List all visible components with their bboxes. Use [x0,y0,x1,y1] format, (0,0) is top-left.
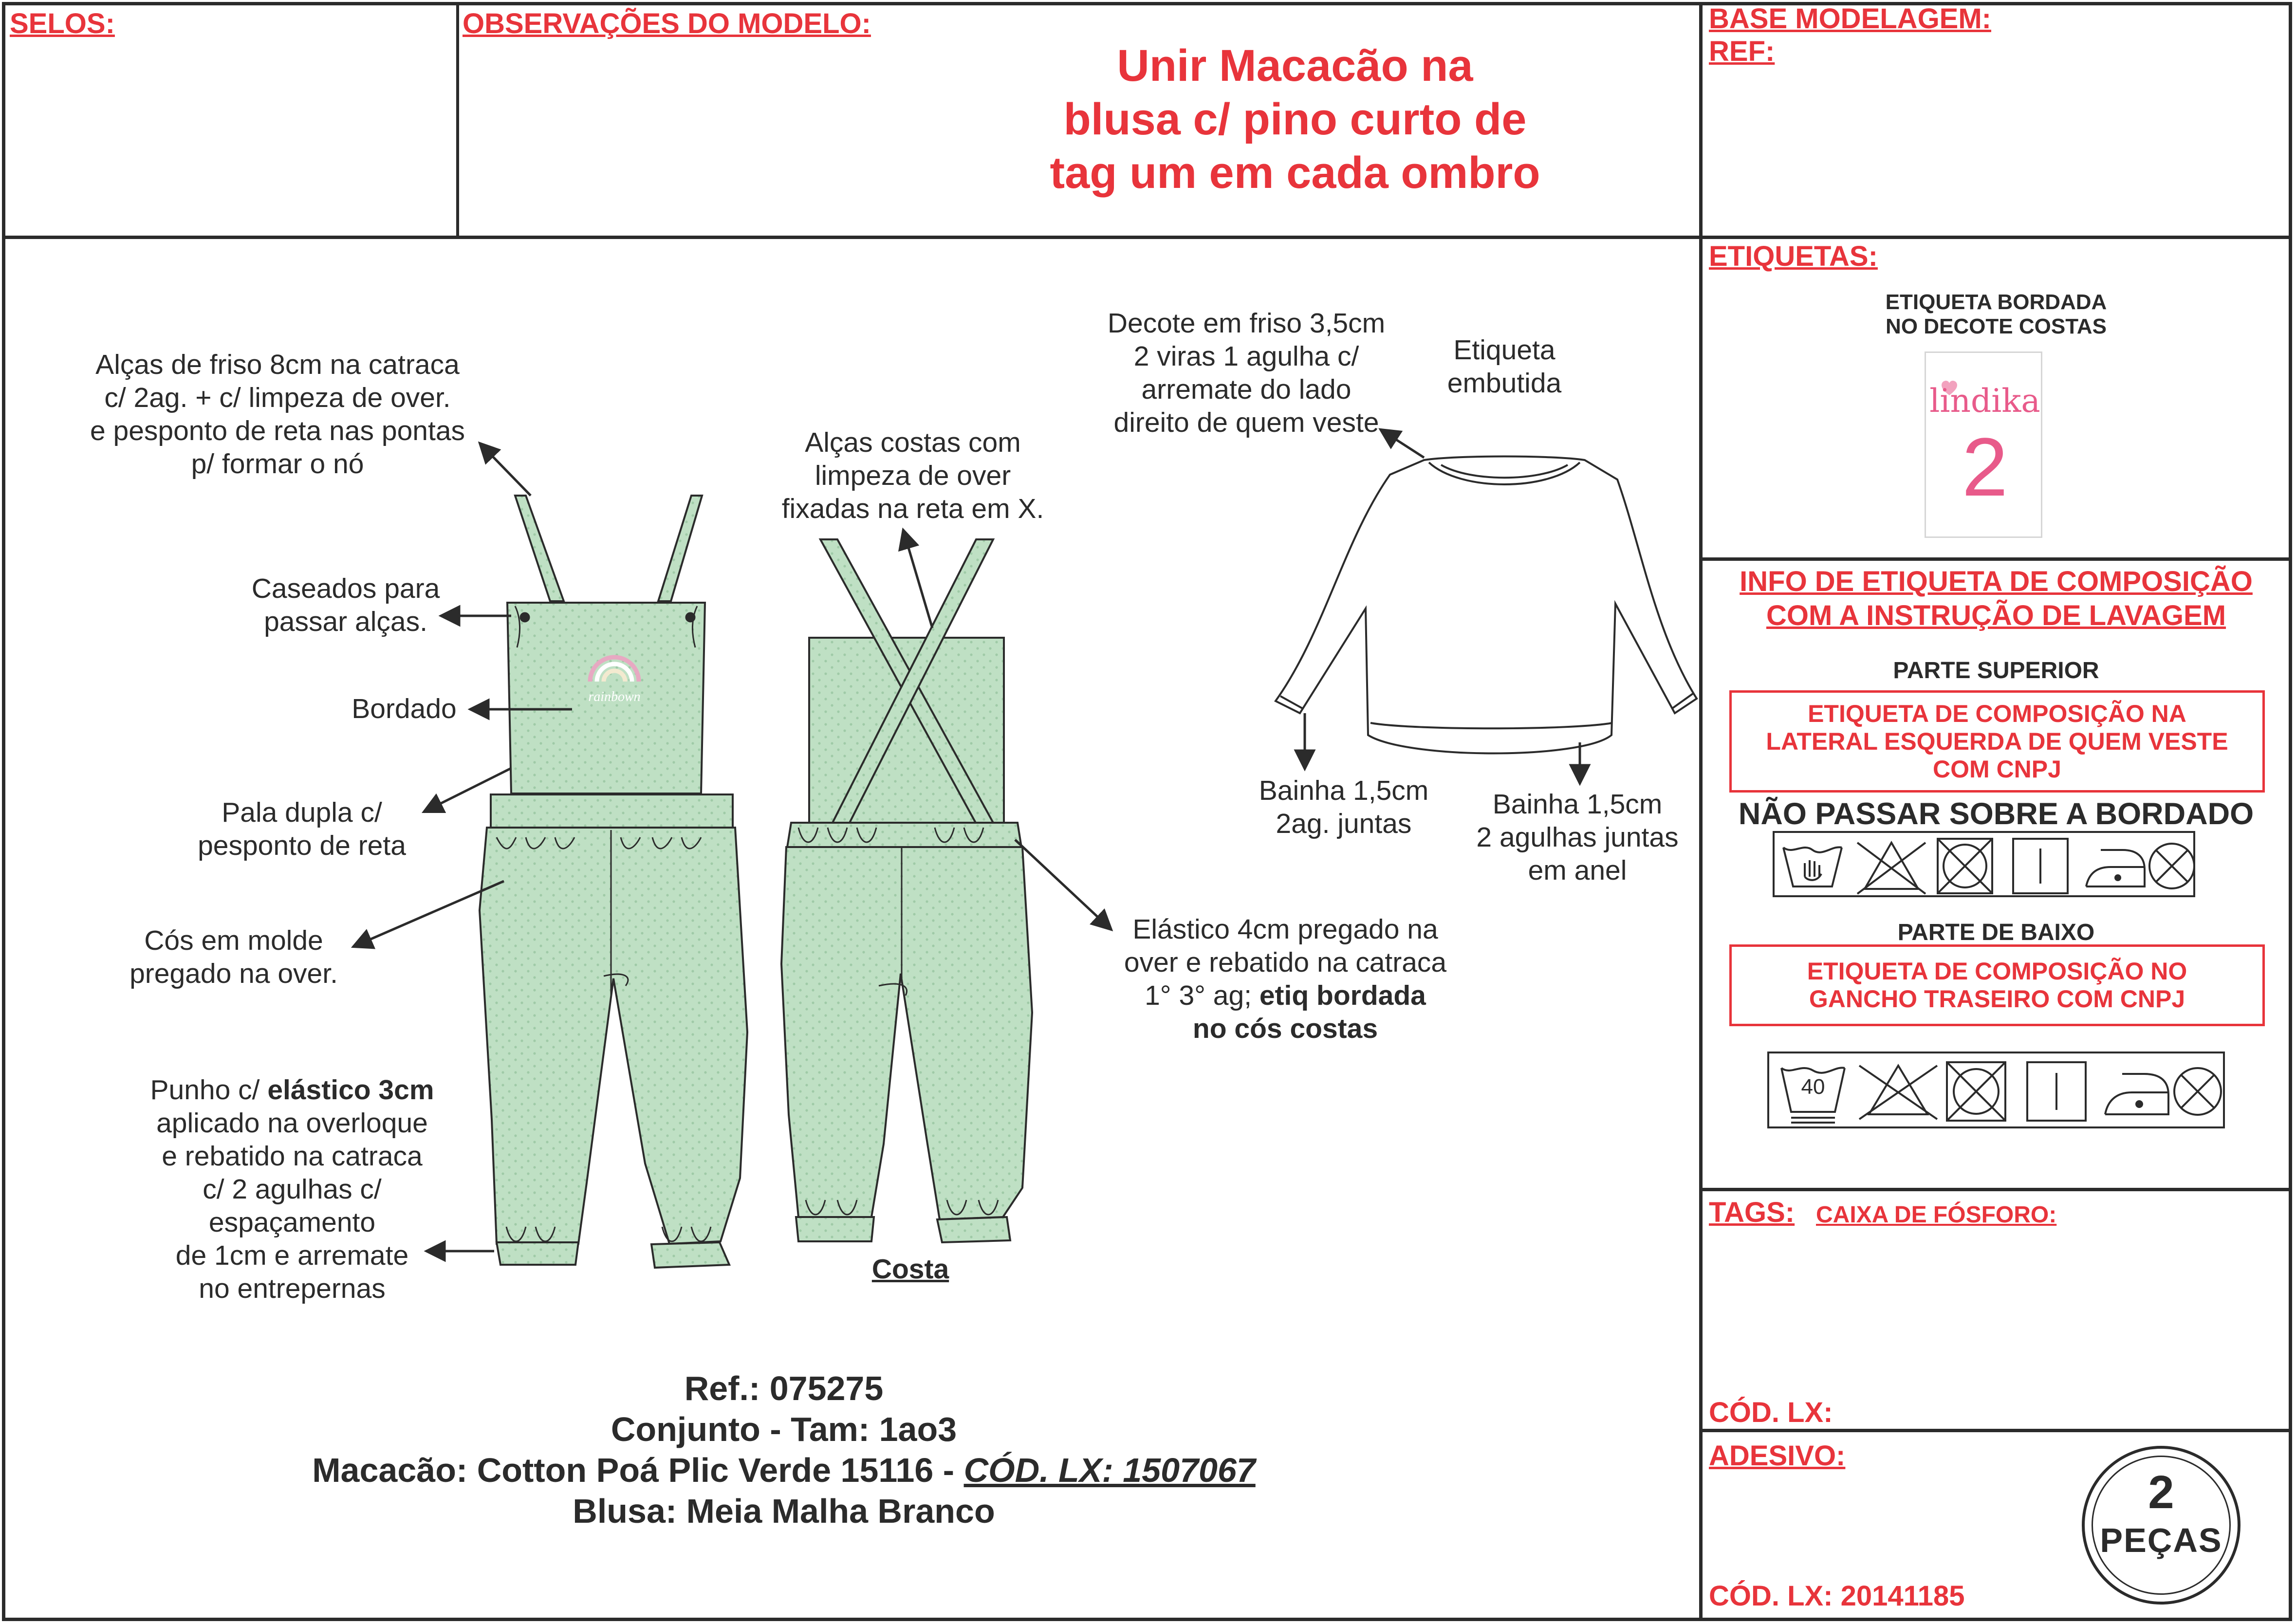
macacao-text: Macacão: Cotton Poá Plic Verde 15116 - [312,1451,964,1489]
tags-label: TAGS: [1709,1197,1795,1228]
blusa [1276,457,1697,754]
desc-line: ETIQUETA BORDADA [1885,290,2107,314]
pecas-badge [2082,1446,2240,1605]
parte-superior-label: PARTE SUPERIOR [1893,658,2099,683]
brand-name: lindika [1929,382,2040,420]
ann-line: Caseados para [251,573,440,604]
annotation-alcas-frente [68,348,487,480]
ann-bold: etiq bordada [1259,980,1426,1011]
ann-line: direito de quem veste [1113,407,1379,438]
annotation-elastico [1091,913,1480,1045]
tags-cod-label: CÓD. LX: [1709,1397,1833,1428]
ann-line: c/ 2ag. + c/ limpeza de over. [104,382,451,413]
ann-line: no entrepernas [199,1273,386,1304]
ann-line: 2ag. juntas [1276,808,1412,839]
box-line: ETIQUETA DE COMPOSIÇÃO NO [1807,958,2187,985]
annotation-etiqueta-embutida [1422,333,1587,400]
ann-line: pregado na over. [130,958,338,989]
annotation-cos [112,924,355,990]
etiquetas-label: ETIQUETAS: [1709,240,1878,272]
ann-line: Decote em friso 3,5cm [1107,308,1386,339]
back-cuff-right [937,1217,1010,1242]
ann-line [1091,1012,1480,1045]
nao-passar-warning: NÃO PASSAR SOBRE A BORDADO [1738,797,2254,831]
note-line: Unir Macacão na [1117,41,1473,91]
box-line: ETIQUETA DE COMPOSIÇÃO NA [1808,700,2186,727]
hand-wash-icon [1783,847,1842,886]
ann-line: e rebatido na catraca [162,1141,423,1172]
care-symbols-superior [1773,831,2195,897]
annotation-decote [1091,307,1402,439]
front-strap-right [658,496,702,601]
no-bleach-icon [1859,1066,1937,1119]
composicao-divider [1699,1188,2292,1191]
superior-note-box [1729,690,2265,793]
badge-number: 2 [2148,1466,2174,1518]
box-line: LATERAL ESQUERDA DE QUEM VESTE [1766,727,2228,755]
ref-label: REF: [1709,36,1775,67]
ann-line: Pala dupla c/ [222,797,382,828]
parte-baixo-label: PARTE DE BAIXO [1897,920,2095,945]
ann-line: em anel [1528,855,1627,886]
sidebar-divider [1699,2,1703,1621]
ann-line: Cós em molde [144,925,323,956]
product-info [195,1368,1373,1532]
wash-temperature: 40 [1801,1075,1825,1099]
box-line: GANCHO TRASEIRO COM CNPJ [1809,985,2185,1013]
front-strap-left [515,496,564,601]
note-line: tag um em cada ombro [1050,148,1540,198]
adesivo-label: ADESIVO: [1709,1440,1846,1472]
ann-line: fixadas na reta em X. [781,493,1044,524]
back-pants [781,847,1032,1219]
front-cuff-left [497,1242,578,1265]
ann-text: 1° 3° ag; [1145,980,1259,1011]
caixa-fosforo-label: CAIXA DE FÓSFORO: [1816,1202,2057,1228]
annotation-punho [122,1073,463,1305]
annotation-bainha-manga [1232,774,1456,840]
ann-line: embutida [1447,368,1562,399]
box-line: COM CNPJ [1933,755,2061,783]
annotation-bainha-corpo [1456,788,1699,887]
adesivo-cod: CÓD. LX: 20141185 [1709,1580,1965,1612]
no-dry-clean-icon [2149,844,2194,888]
selos-label: SELOS: [10,8,115,39]
ann-line [1091,979,1480,1012]
ann-line: Alças de friso 8cm na catraca [95,349,460,380]
care-icons [1775,833,2197,899]
badge-text: PEÇAS [2100,1521,2222,1559]
care-symbols-baixo [1767,1052,2225,1128]
drip-dry-icon [2013,839,2068,893]
macacao-code: CÓD. LX: 1507067 [963,1451,1256,1489]
product-ref: Ref.: 075275 [684,1369,884,1407]
etiqueta-desc [1840,290,2152,339]
product-conjunto: Conjunto - Tam: 1ao3 [611,1410,957,1448]
rainbow-text: rainbown [588,689,641,704]
iron-low-icon [2105,1074,2168,1114]
ann-line: aplicado na overloque [156,1107,428,1139]
tags-divider [1699,1429,2292,1432]
etiquetas-divider [1699,557,2292,561]
no-tumble-dry-icon [1947,1062,2005,1121]
ann-line [122,1073,463,1107]
product-blusa: Blusa: Meia Malha Branco [573,1492,995,1530]
back-cuff-left [796,1217,874,1241]
ann-line: Elástico 4cm pregado na [1132,914,1438,945]
ann-line: espaçamento [208,1207,376,1238]
ann-bold: elástico 3cm [267,1074,434,1106]
ann-line: Bainha 1,5cm [1259,775,1429,806]
ann-bold: no cós costas [1192,1013,1378,1044]
ann-line: Etiqueta [1453,334,1555,366]
ann-line: de 1cm e arremate [175,1240,409,1271]
observacoes-label: OBSERVAÇÕES DO MODELO: [463,8,871,39]
title-line: INFO DE ETIQUETA DE COMPOSIÇÃO [1740,566,2253,597]
brand-label [1925,351,2042,538]
ann-line: pesponto de reta [198,830,406,861]
overall-back [781,539,1032,1242]
ann-line: Alças costas com [805,427,1021,458]
ann-text: Punho c/ [150,1074,268,1106]
no-bleach-icon [1857,843,1926,894]
overall-front [480,496,747,1268]
label-costa: Costa [871,1254,949,1285]
ann-line: e pesponto de reta nas pontas [90,415,465,446]
iron-low-icon [2086,850,2145,886]
ann-line: over e rebatido na catraca [1124,947,1447,978]
title-line: COM A INSTRUÇÃO DE LAVAGEM [1766,600,2226,631]
annotation-pala [161,796,443,862]
composicao-title [1704,565,2288,633]
annotation-alcas-costas [750,426,1076,525]
ann-line: Bainha 1,5cm [1492,789,1663,820]
care-icons [1769,1053,2227,1130]
no-tumble-dry-icon [1938,839,1992,893]
product-macacao [195,1450,1373,1491]
front-cuff-right [651,1242,729,1268]
ann-line: 2 agulhas juntas [1476,822,1679,853]
ann-line: c/ 2 agulhas c/ [203,1174,382,1205]
annotation-caseados [219,572,472,638]
ann-line: 2 viras 1 agulha c/ [1133,341,1359,372]
ann-line: limpeza de over [815,460,1011,491]
note-line: blusa c/ pino curto de [1063,94,1527,144]
ann-line: passar alças. [264,606,427,637]
ann-line: arremate do lado [1141,374,1352,405]
front-waistband [491,794,733,828]
no-dry-clean-icon [2174,1068,2221,1115]
baixo-note-box [1729,944,2265,1026]
desc-line: NO DECOTE COSTAS [1886,314,2107,338]
label-size: 2 [1962,421,2008,514]
annotation-bordado: Bordado [352,693,457,724]
front-pants [480,828,747,1244]
back-waistband [787,823,1021,847]
drip-dry-icon [2027,1062,2086,1121]
base-modelagem-label: BASE MODELAGEM: [1709,3,1991,35]
ann-line: p/ formar o nó [191,448,364,480]
